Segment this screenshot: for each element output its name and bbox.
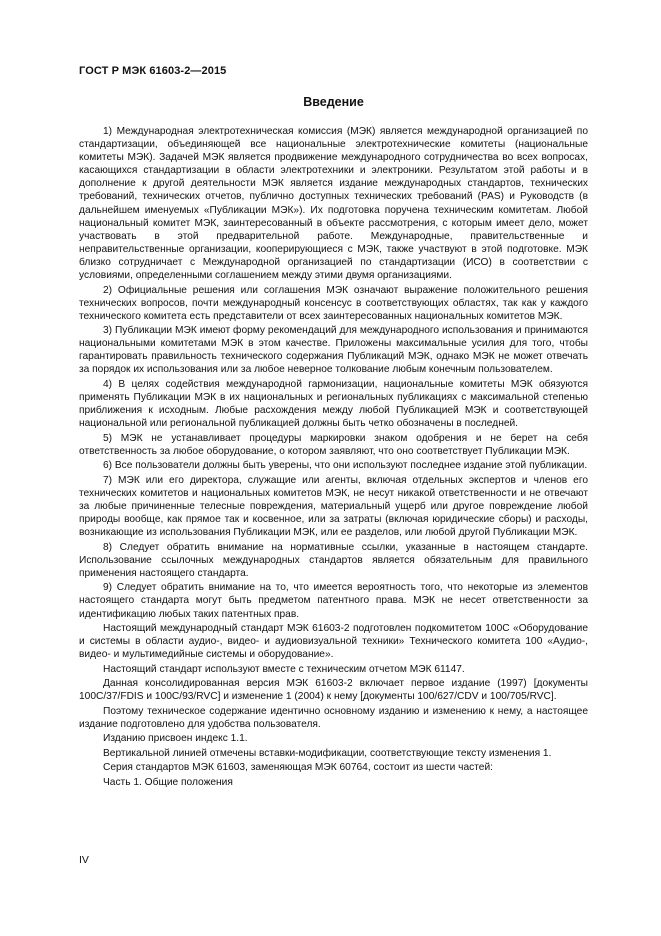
paragraph: Вертикальной линией отмечены вставки-модификации, соответствующие тексту изменения 1. xyxy=(103,747,552,759)
document-code-header: ГОСТ Р МЭК 61603-2—2015 xyxy=(79,65,227,77)
paragraph: Часть 1. Общие положения xyxy=(103,776,233,788)
paragraph: 2) Официальные решения или соглашения МЭК означают выражение положительного решения технических вопросов, почти международный консенсус в соответствующих областях, так как у каждого технического комитета есть представители от всех заинтересованных национальных комитетов МЭК. xyxy=(79,284,588,322)
paragraph: Поэтому техническое содержание идентично основному изданию и изменению к нему, а настоящее издание подготовлено для удобства пользователя. xyxy=(79,705,588,730)
paragraph: Данная консолидированная версия МЭК 61603-2 включает первое издание (1997) [документы 100С/37/FDIS и 100С/93/RVC] и изменение 1 (2004) к нему [документы 100/627/CDV и 100/705/RVC]. xyxy=(79,678,588,703)
paragraph: 4) В целях содействия международной гармонизации, национальные комитеты МЭК обязуются применять Публикации МЭК в их национальных и региональных публикациях с максимальной степенью приближения к исходным. Любые расхождения между любой Публикацией МЭК и соответствующей национальной или региональной публикацией должны быть четко обозначены в последней. xyxy=(79,378,588,430)
paragraph: 7) МЭК или его директора, служащие или агенты, включая отдельных экспертов и членов его технических комитетов и национальных комитетов МЭК, не несут никакой ответственности и не отвечают за любые причиненные телесные повреждения, материальный ущерб или другое повреждение любой природы вообще, как прямое так и косвенное, или за затраты (включая юридические сборы) и расходы, возникающие из использования Публикации МЭК, или ее разделов, или любой другой Публикации МЭК. xyxy=(79,474,588,539)
paragraph: 8) Следует обратить внимание на нормативные ссылки, указанные в настоящем стандарте. Использование ссылочных международных стандартов является обязательным для правильного применения настоящего стандарта. xyxy=(79,541,588,579)
paragraph: 9) Следует обратить внимание на то, что имеется вероятность того, что некоторые из элементов настоящего стандарта могут быть предметом патентного права. МЭК не несет ответственности за идентификацию любых таких патентных прав. xyxy=(79,582,588,620)
page-number: IV xyxy=(79,854,89,866)
paragraph: Настоящий стандарт используют вместе с техническим отчетом МЭК 61147. xyxy=(103,663,465,675)
paragraph: 5) МЭК не устанавливает процедуры маркировки знаком одобрения и не берет на себя ответственность за любое оборудование, о котором заявляют, что оно соответствует Публикации МЭК. xyxy=(79,432,588,457)
body-text xyxy=(79,125,588,790)
paragraph: 1) Международная электротехническая комиссия (МЭК) является международной организацией по стандартизации, объединяющей все национальные электротехнические комитеты (национальные комитеты МЭК). Задачей МЭК является продвижение международного сотрудничества во всех вопросах, касающихся стандартизации в области электротехники и электроники. Результатом этой работы и в дополнение к другой деятельности МЭК является издание международных стандартов, технических требований, технических отчетов, публично доступных технических требований (PAS) и Руководств (в дальнейшем именуемых «Публикации МЭК»). Их подготовка поручена техническим комитетам. Любой национальный комитет МЭК, заинтересованный в объекте рассмотрения, с которым имеет дело, может участвовать в этой предварительной работе. Международные, правительственные и неправительственные организации, кооперирующиеся с МЭК, также участвуют в этой подготовке. МЭК близко сотрудничает с Международной организацией по стандартизации (ИСО) в соответствии с условиями, определенными соглашением между этими двумя организациями. xyxy=(79,126,588,282)
paragraph: 3) Публикации МЭК имеют форму рекомендаций для международного использования и принимаются национальными комитетами МЭК в этом качестве. Приложены максимальные усилия для того, чтобы гарантировать правильность технического содержания Публикаций МЭК, однако МЭК не может отвечать за порядок их использования или за любое неверное толкование любым конечным пользователем. xyxy=(79,325,588,376)
paragraph: Настоящий международный стандарт МЭК 61603-2 подготовлен подкомитетом 100С «Оборудование и системы в области аудио-, видео- и аудиовизуальной техники» Технического комитета 100 «Аудио-, видео- и мультимедийные системы и оборудование». xyxy=(79,622,588,661)
paragraph: Изданию присвоен индекс 1.1. xyxy=(103,733,248,745)
paragraph: 6) Все пользователи должны быть уверены, что они используют последнее издание этой публикации. xyxy=(103,460,588,472)
section-title: Введение xyxy=(303,95,364,109)
paragraph: Серия стандартов МЭК 61603, заменяющая МЭК 60764, состоит из шести частей: xyxy=(103,762,493,774)
